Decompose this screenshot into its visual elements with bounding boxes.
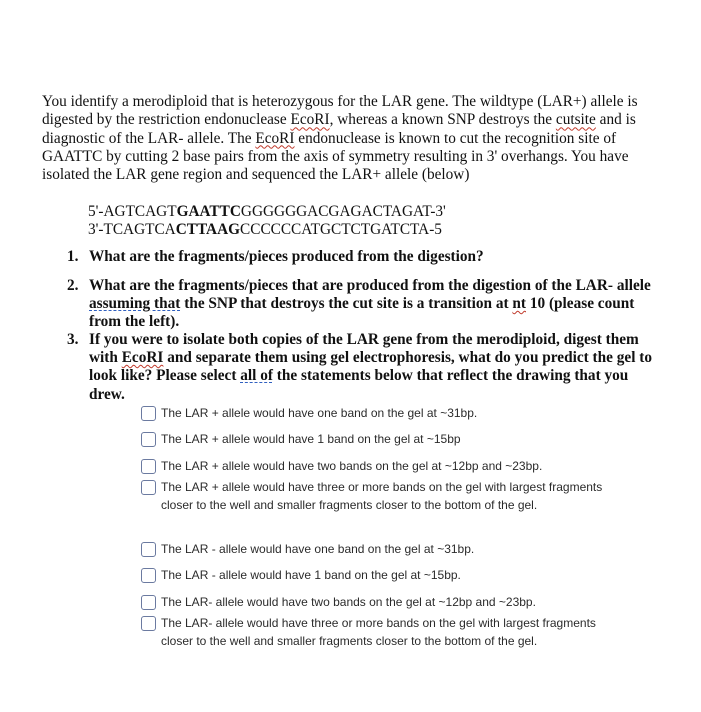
- seq-part: GGGGGGACGAGACTAGAT-3': [240, 203, 446, 220]
- option-checkbox-4[interactable]: [141, 478, 611, 514]
- question-number: 2.: [67, 277, 79, 294]
- checkbox[interactable]: [141, 595, 156, 610]
- question-text-part: nt: [512, 295, 526, 313]
- question-2: [67, 277, 657, 332]
- option-label: The LAR - allele would have 1 band on the gel at ~15bp.: [161, 568, 461, 582]
- question-text-part: 10 (please count from the left).: [89, 295, 635, 331]
- option-checkbox-2[interactable]: [141, 430, 611, 448]
- ecori-term: EcoRI: [255, 129, 295, 147]
- option-label: The LAR - allele would have one band on the gel at ~31bp.: [161, 542, 475, 556]
- question-text-part: and separate them using gel electrophoresis, what do you predict the gel to look like? Please select: [89, 349, 653, 385]
- option-checkbox-1[interactable]: [141, 404, 611, 422]
- question-text: [89, 331, 657, 404]
- intro-text: , whereas a known SNP destroys the: [329, 111, 556, 129]
- option-checkbox-7[interactable]: [141, 593, 611, 611]
- intro-text: You identify a merodiploid that is heterozygous for the LAR gene. The wildtype (LAR+) allele is digested by the restriction endonuclease: [42, 93, 638, 129]
- option-label: The LAR- allele would have two bands on the gel at ~12bp and ~23bp.: [161, 595, 536, 609]
- question-text: What are the fragments/pieces produced from the digestion?: [89, 248, 484, 265]
- option-label: The LAR + allele would have three or more bands on the gel with largest fragments closer to the well and smaller fragments closer to the bottom of the gel.: [161, 480, 603, 512]
- sequence-bottom-strand: [88, 221, 442, 239]
- intro-text: and is diagnostic of the LAR- allele. The: [42, 111, 636, 147]
- option-checkbox-5[interactable]: [141, 540, 611, 558]
- checkbox[interactable]: [141, 542, 156, 557]
- seq-recognition-site: CTTAAG: [175, 221, 241, 238]
- checkbox[interactable]: [141, 568, 156, 583]
- checkbox[interactable]: [141, 432, 156, 447]
- seq-part: CCCCCCATGCTCTGATCTA-5: [240, 221, 442, 238]
- checkbox[interactable]: [141, 406, 156, 421]
- question-number: 1.: [67, 248, 79, 265]
- question-text-part: What are the fragments/pieces that are produced from the digestion of the LAR- allele: [89, 277, 651, 294]
- sequence-top-strand: [88, 203, 446, 221]
- seq-part: 3'-TCAGTCA: [88, 221, 176, 238]
- question-1: [67, 248, 657, 266]
- question-text: [89, 277, 657, 332]
- question-3: [67, 331, 657, 404]
- option-label: The LAR- allele would have three or more bands on the gel with largest fragments closer to the well and smaller fragments closer to the bottom of the gel.: [161, 616, 596, 648]
- ecori-term: EcoRI: [290, 111, 330, 129]
- checkbox[interactable]: [141, 616, 156, 631]
- option-checkbox-8[interactable]: [141, 614, 611, 650]
- cutsite-term: cutsite: [555, 111, 596, 129]
- question-text-part: If you were to isolate both copies of the LAR gene from the merodiploid, digest them with: [89, 331, 639, 367]
- option-checkbox-6[interactable]: [141, 566, 611, 584]
- question-text-part: all of: [240, 367, 273, 385]
- seq-part: 5'-AGTCAGT: [88, 203, 177, 220]
- intro-text: endonuclease is known to cut the recognition site of GAATTC by cutting 2 base pairs from the axis of symmetry resulting in 3' overhangs. You have isolated the LAR gene region and sequenced the LAR+ allele (below): [42, 129, 629, 184]
- seq-recognition-site: GAATTC: [176, 203, 241, 220]
- question-number: 3.: [67, 331, 79, 348]
- question-text-part: the statements below that reflect the drawing that you drew.: [89, 367, 629, 403]
- option-label: The LAR + allele would have two bands on the gel at ~12bp and ~23bp.: [161, 459, 543, 473]
- question-text-part: assuming that: [89, 295, 181, 313]
- question-text-part: the SNP that destroys the cut site is a transition at: [180, 295, 513, 313]
- checkbox[interactable]: [141, 459, 156, 474]
- question-text-part: EcoRI: [121, 349, 164, 367]
- option-label: The LAR + allele would have one band on the gel at ~31bp.: [161, 406, 478, 420]
- intro-paragraph: [42, 93, 664, 184]
- option-label: The LAR + allele would have 1 band on the gel at ~15bp: [161, 432, 461, 446]
- option-checkbox-3[interactable]: [141, 457, 611, 475]
- checkbox[interactable]: [141, 480, 156, 495]
